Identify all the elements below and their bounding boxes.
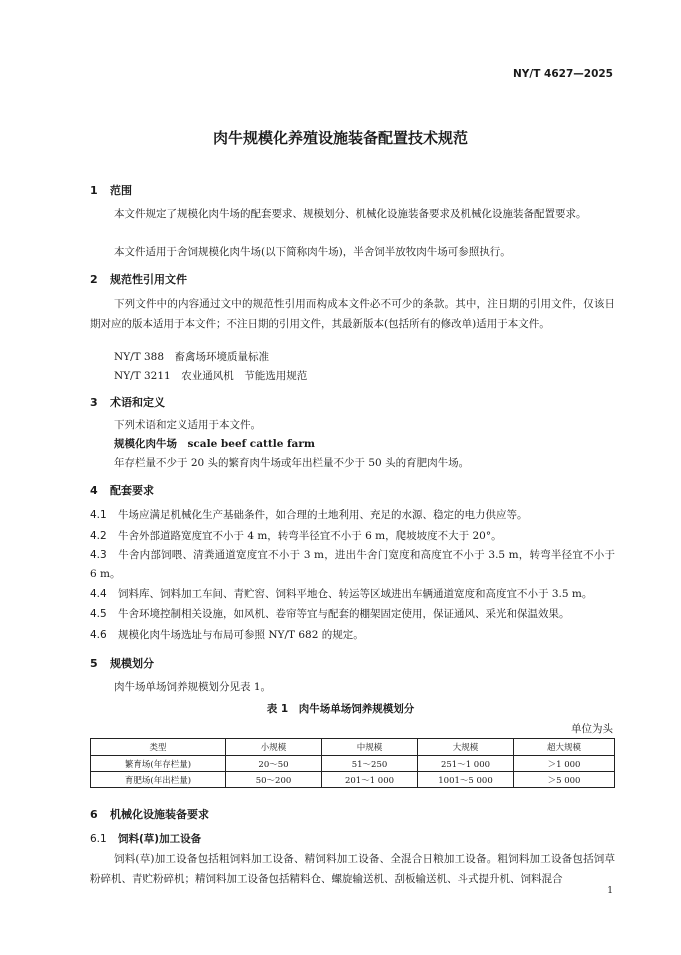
document-title: 肉牛规模化养殖设施装备配置技术规范 <box>212 129 468 147</box>
table-1-caption: 表 1 肉牛场单场饲养规模划分 <box>266 703 415 715</box>
section-3-heading: 3 术语和定义 <box>90 396 165 409</box>
table-cell: 201～1 000 <box>322 772 418 788</box>
section-6-1-para-1: 饲料(草)加工设备包括粗饲料加工设备、精饲料加工设备、全混合日粮加工设备。粗饲料加工设备包括饲草粉碎机、青贮粉碎机；精饲料加工设备包括精料仓、螺旋输送机、刮板输送机、斗式提升机、饲料混合 <box>90 853 615 885</box>
standard-number: NY/T 4627—2025 <box>513 68 613 80</box>
section-4-heading: 4 配套要求 <box>90 484 154 497</box>
term-scale-beef-cattle-farm: 规模化肉牛场 scale beef cattle farm <box>114 438 315 450</box>
table-unit: 单位为头 <box>571 723 613 735</box>
column-header: 小规模 <box>226 739 322 756</box>
column-header: 中规模 <box>322 739 418 756</box>
clause-4-1: 4.1 牛场应满足机械化生产基础条件，如合理的土地利用、充足的水源、稳定的电力供应等。 <box>90 509 528 521</box>
reference-ny-t-388: NY/T 388 畜禽场环境质量标准 <box>114 351 270 363</box>
table-cell: 育肥场(年出栏量) <box>91 772 226 788</box>
table-row <box>91 756 615 772</box>
section-1-para-1: 本文件规定了规模化肉牛场的配套要求、规模划分、机械化设施装备要求及机械化设施装备配置要求。 <box>114 208 587 220</box>
reference-ny-t-3211: NY/T 3211 农业通风机 节能选用规范 <box>114 370 308 382</box>
section-2-para-1: 下列文件中的内容通过文中的规范性引用而构成本文件必不可少的条款。其中，注日期的引用文件，仅该日期对应的版本适用于本文件；不注日期的引用文件，其最新版本(包括所有的修改单)适用于本文件。 <box>90 298 615 330</box>
subsection-6-1-heading: 6.1 饲料(草)加工设备 <box>90 833 202 845</box>
section-1-heading: 1 范围 <box>90 184 132 197</box>
clause-4-4: 4.4 饲料库、饲料加工车间、青贮窖、饲料平地仓、转运等区域进出车辆通道宽度和高度宜不小于 3.5 m。 <box>90 588 593 600</box>
table-cell: 繁育场(年存栏量) <box>91 756 226 772</box>
column-header: 超大规模 <box>514 739 615 756</box>
table-cell: ＞1 000 <box>514 756 615 772</box>
table-header-row <box>91 739 615 756</box>
table-cell: 20～50 <box>226 756 322 772</box>
clause-4-2: 4.2 牛舍外部道路宽度宜不小于 4 m，转弯半径宜不小于 6 m，爬坡坡度不大于 20°。 <box>90 530 502 542</box>
clause-4-3: 4.3 牛舍内部饲喂、清粪通道宽度宜不小于 3 m，进出牛舍门宽度和高度宜不小于 3.5 m，转弯半径宜不小于 6 m。 <box>90 549 615 580</box>
section-3-para-1: 下列术语和定义适用于本文件。 <box>114 419 261 431</box>
table-cell: ＞5 000 <box>514 772 615 788</box>
section-2-heading: 2 规范性引用文件 <box>90 273 187 286</box>
clause-4-6: 4.6 规模化肉牛场选址与布局可参照 NY/T 682 的规定。 <box>90 629 364 641</box>
column-header: 大规模 <box>418 739 514 756</box>
table-cell: 251～1 000 <box>418 756 514 772</box>
table-cell: 50～200 <box>226 772 322 788</box>
page-number: 1 <box>607 886 613 896</box>
section-6-heading: 6 机械化设施装备要求 <box>90 808 209 821</box>
table-row <box>91 772 615 788</box>
scale-classification-table <box>90 738 615 788</box>
section-1-para-2: 本文件适用于舍饲规模化肉牛场(以下简称肉牛场)，半舍饲半放牧肉牛场可参照执行。 <box>114 246 511 258</box>
section-5-para-1: 肉牛场单场饲养规模划分见表 1。 <box>114 681 272 693</box>
column-header: 类型 <box>91 739 226 756</box>
clause-4-5: 4.5 牛舍环境控制相关设施，如风机、卷帘等宜与配套的棚架固定使用，保证通风、采光和保温效果。 <box>90 608 570 620</box>
term-definition: 年存栏量不少于 20 头的繁育肉牛场或年出栏量不少于 50 头的育肥肉牛场。 <box>114 457 470 469</box>
table-cell: 51～250 <box>322 756 418 772</box>
table-cell: 1001～5 000 <box>418 772 514 788</box>
section-5-heading: 5 规模划分 <box>90 657 154 670</box>
